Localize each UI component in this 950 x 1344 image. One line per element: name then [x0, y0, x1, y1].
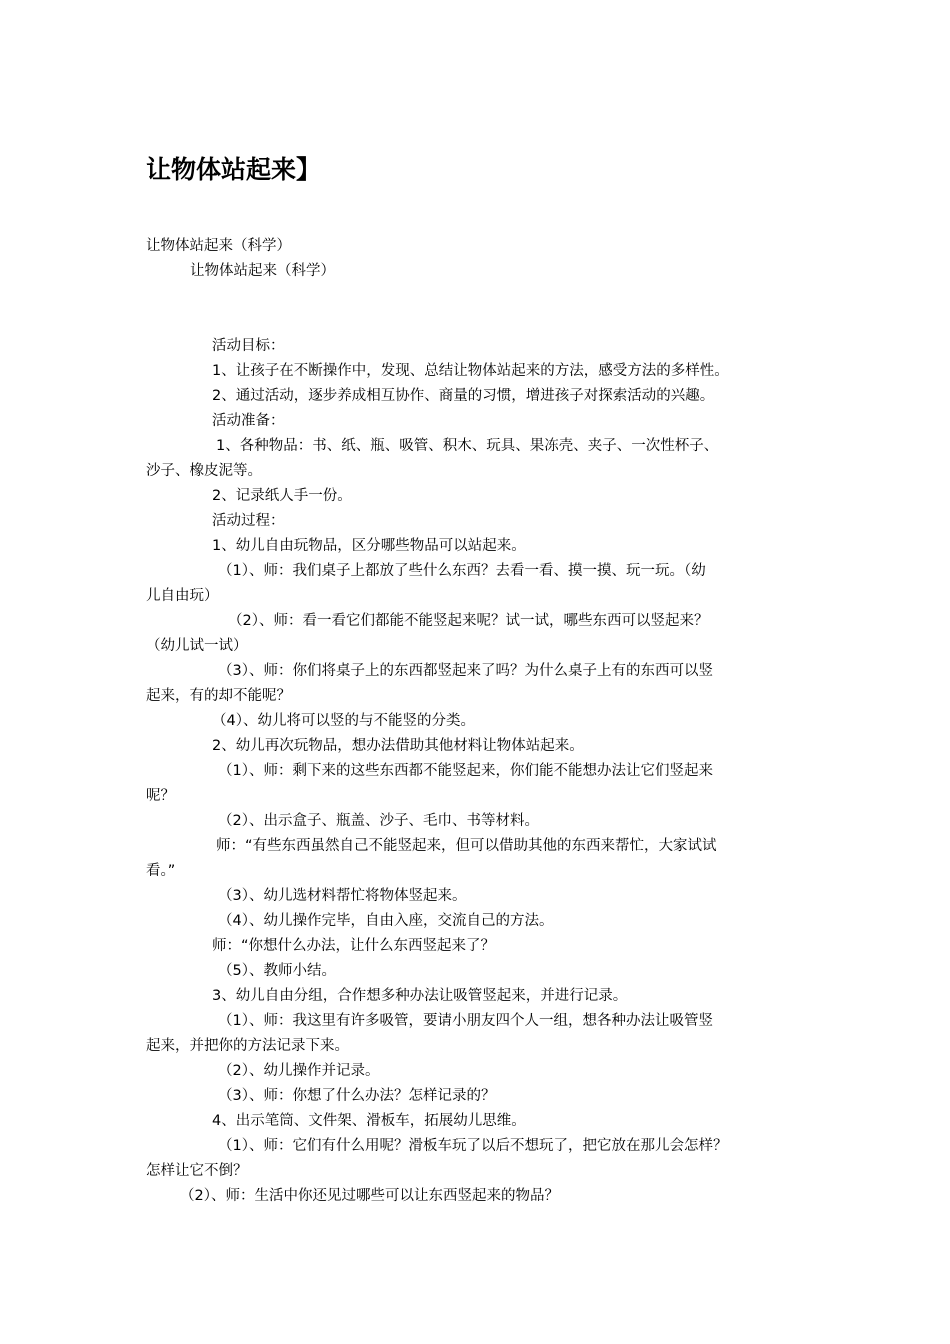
paragraph-line: （1）、师：我们桌子上都放了些什么东西？去看一看、摸一摸、玩一玩。（幼 [218, 563, 706, 579]
paragraph-line: （1）、师：剩下来的这些东西都不能竖起来，你们能不能想办法让它们竖起来 [218, 763, 713, 779]
paragraph-line: （2）、幼儿操作并记录。 [218, 1063, 380, 1079]
document-subtitle: 让物体站起来（科学） [146, 238, 291, 254]
paragraph-line: 沙子、橡皮泥等。 [146, 463, 262, 479]
paragraph-line: 1、幼儿自由玩物品，区分哪些物品可以站起来。 [212, 538, 526, 554]
paragraph-line: 师：“你想什么办法，让什么东西竖起来了？ [212, 938, 496, 954]
paragraph-line: （2）、师：看一看它们都能不能竖起来呢？试一试，哪些东西可以竖起来？ [228, 613, 709, 629]
paragraph-line: （5）、教师小结。 [218, 963, 336, 979]
paragraph-line: （3）、师：你想了什么办法？怎样记录的？ [218, 1088, 496, 1104]
document-subtitle-indented: 让物体站起来（科学） [190, 263, 335, 279]
document-title: 让物体站起来】 [146, 155, 322, 184]
paragraph-line: （幼儿试一试） [146, 638, 248, 654]
paragraph-line: 儿自由玩） [146, 588, 219, 604]
paragraph-line: 2、幼儿再次玩物品，想办法借助其他材料让物体站起来。 [212, 738, 584, 754]
paragraph-line: 起来，并把你的方法记录下来。 [146, 1038, 349, 1054]
paragraph-line: （2）、师：生活中你还见过哪些可以让东西竖起来的物品？ [180, 1188, 559, 1204]
paragraph-line: （2）、出示盒子、瓶盖、沙子、毛巾、书等材料。 [218, 813, 539, 829]
section-heading-preparation: 活动准备： [212, 413, 285, 429]
paragraph-line: （4）、幼儿操作完毕，自由入座，交流自己的方法。 [218, 913, 554, 929]
section-heading-process: 活动过程： [212, 513, 285, 529]
paragraph-line: 3、幼儿自由分组，合作想多种办法让吸管竖起来，并进行记录。 [212, 988, 628, 1004]
paragraph-line: 起来，有的却不能呢？ [146, 688, 291, 704]
paragraph-line: 怎样让它不倒？ [146, 1163, 248, 1179]
section-heading-goals: 活动目标： [212, 338, 285, 354]
paragraph-line: 2、记录纸人手一份。 [212, 488, 352, 504]
paragraph-line: （1）、师：它们有什么用呢？滑板车玩了以后不想玩了，把它放在那儿会怎样？ [218, 1138, 728, 1154]
paragraph-line: 1、各种物品：书、纸、瓶、吸管、积木、玩具、果冻壳、夹子、一次性杯子、 [216, 438, 719, 454]
paragraph-line: （4）、幼儿将可以竖的与不能竖的分类。 [212, 713, 475, 729]
paragraph-line: （3）、幼儿选材料帮忙将物体竖起来。 [218, 888, 467, 904]
paragraph-line: （1）、师：我这里有许多吸管，要请小朋友四个人一组，想各种办法让吸管竖 [218, 1013, 713, 1029]
paragraph-line: （3）、师：你们将桌子上的东西都竖起来了吗？为什么桌子上有的东西可以竖 [218, 663, 713, 679]
paragraph-line: 看。” [146, 863, 176, 879]
paragraph-line: 1、让孩子在不断操作中，发现、总结让物体站起来的方法，感受方法的多样性。 [212, 363, 729, 379]
paragraph-line: 呢？ [146, 788, 175, 804]
paragraph-line: 师：“有些东西虽然自己不能竖起来，但可以借助其他的东西来帮忙，大家试试 [216, 838, 717, 854]
paragraph-line: 4、出示笔筒、文件架、滑板车，拓展幼儿思维。 [212, 1113, 526, 1129]
paragraph-line: 2、通过活动，逐步养成相互协作、商量的习惯，增进孩子对探索活动的兴趣。 [212, 388, 715, 404]
